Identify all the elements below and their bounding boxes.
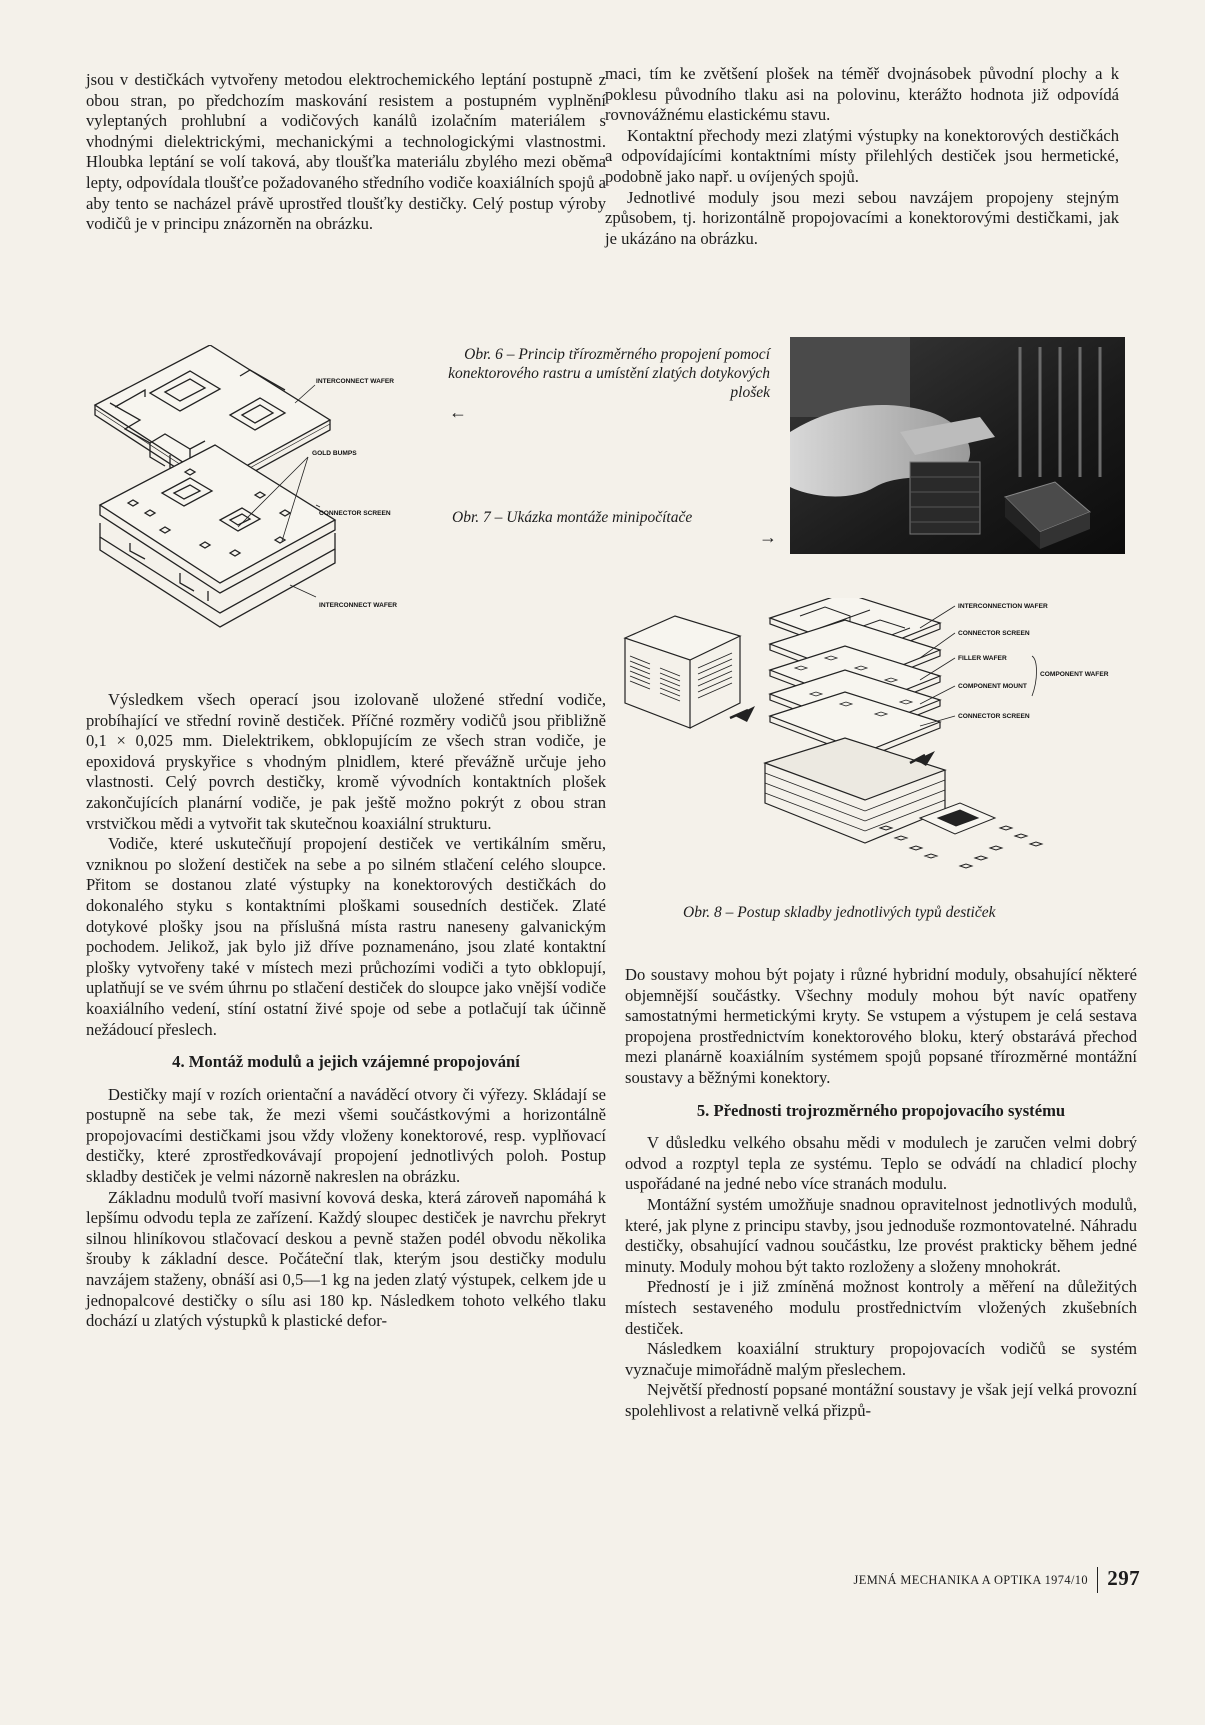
figure-6-caption-text: Obr. 6 – Princip třírozměrného propojení pomocí konektorového rastru a umístění zlatých dotykových plošek bbox=[448, 346, 770, 401]
paragraph: jsou v destičkách vytvořeny metodou elektrochemického leptání postupně z obou stran, po předchozím maskování resistem a postupném vyplnění vyleptaných prohlubní a vodičových kanálů izolačním materiálem s vhodnými dielektrickými, mechanickými a technologickými vlastnostmi. Hloubka leptání se volí taková, aby tloušťka materiálu zbylého mezi oběma lepty, odpovídala tloušťce požadovaného středního vodiče koaxiálních spojů a aby tento se nacházel právě uprostřed tloušťky destičky. Celý postup výroby vodičů je v principu znázorněn na obrázku. bbox=[86, 70, 606, 234]
paragraph: Základnu modulů tvoří masivní kovová deska, která zároveň napomáhá k lepšímu odvodu tepla ze zařízení. Každý sloupec destiček je navrchu překryt silnou hliníkovou stlačovací deskou a pevně stažen podél obvodu několika šrouby k základní desce. Počáteční tlak, kterým jsou destičky modulu navzájem staženy, obnáší asi 0,5—1 kg na jeden zlatý výstupek, celkem jde u jednopalcové destičky o sílu asi 180 kp. Následkem tohoto velkého tlaku dochází u zlatých výstupků k plastické defor- bbox=[86, 1187, 606, 1331]
label-component-wafer: COMPONENT WAFER bbox=[1040, 671, 1109, 678]
figure-8-caption: Obr. 8 – Postup skladby jednotlivých typů destiček bbox=[683, 904, 996, 921]
label-component-mount: COMPONENT MOUNT bbox=[958, 683, 1027, 690]
right-column-bottom bbox=[625, 965, 1137, 1421]
figure-7-photo bbox=[790, 337, 1125, 554]
left-column-top bbox=[86, 70, 606, 235]
paragraph: Následkem koaxiální struktury propojovacích vodičů se systém vyznačuje mimořádně malým přeslechem. bbox=[625, 1339, 1137, 1379]
label-gold-bumps: GOLD BUMPS bbox=[312, 450, 357, 457]
figure-6-caption bbox=[437, 345, 770, 422]
figure-8-module-stack-drawing bbox=[620, 598, 1120, 888]
paragraph: Vodiče, které uskutečňují propojení destiček ve vertikálním směru, vzniknou po složení destiček na sebe a po silném stlačení celého sloupce. Přitom se dostanou zlaté výstupky na konektorových destičkách do dokonalého styku s kontaktními ploškami sousedních destiček. Zlaté dotykové plošky jsou na příslušná místa rastru naneseny galvanickým pochodem. Jelikož, jak bylo již dříve poznamenáno, jsou zlaté kontaktní plošky vytvořeny také v místech mezi průchozími vodiči a tyto obklopují, uplatňují se ve svém úhrnu po stlačení destiček do sloupce jako vnější vodiče koaxiálního vedení, stíní ostatní živé spoje od sebe a potlačují tak účinně nežádoucí přeslech. bbox=[86, 834, 606, 1039]
label-interconnect-wafer-bottom: INTERCONNECT WAFER bbox=[319, 602, 398, 609]
paragraph: Výsledkem všech operací jsou izolovaně uložené střední vodiče, probíhající ve střední rovině destiček. Příčné rozměry vodičů jsou přibližně 0,1 × 0,025 mm. Dielektrikem, obklopujícím ze všech stran vodiče, je epoxidová pryskyřice s vhodným plnidlem, které převážně určuje jeho vlastnosti. Celý povrch destičky, kromě vývodních kontaktních plošek zakončujících planární vodiče, je pak ještě možno pokrýt z obou stran vrstvičkou mědi a vytvořit tak skutečnou koaxiální strukturu. bbox=[86, 690, 606, 833]
section-heading-5: 5. Přednosti trojrozměrného propojovacího systému bbox=[696, 1100, 1066, 1120]
arrow-left-icon: ← bbox=[449, 402, 467, 422]
paragraph: Do soustavy mohou být pojaty i různé hybridní moduly, obsahující některé objemnější součástky. Všechny moduly mohou být navíc opatřeny samostatnými hermetickými kryty. Se vstupem a výstupem je celá sestava propojena prostřednictvím konektorového bloku, který obstarává přechod mezi planárně koaxiálním systémem spojů popsané třírozměrné montážní soustavy a běžnými konektory. bbox=[625, 965, 1137, 1087]
label-connector-screen-top: CONNECTOR SCREEN bbox=[958, 630, 1030, 637]
figure-7-caption-text: Obr. 7 – Ukázka montáže minipočítače bbox=[452, 509, 693, 526]
figure-7-caption bbox=[452, 508, 777, 547]
page-footer bbox=[800, 1567, 1140, 1597]
footer-divider bbox=[1097, 1567, 1098, 1593]
page-number: 297 bbox=[1107, 1566, 1140, 1590]
journal-name: JEMNÁ MECHANIKA A OPTIKA 1974/10 bbox=[853, 1573, 1088, 1587]
section-heading-4: 4. Montáž modulů a jejich vzájemné propojování bbox=[172, 1052, 520, 1072]
paragraph: maci, tím ke zvětšení plošek na téměř dvojnásobek původní plochy a k poklesu původního tlaku asi na polovinu, kterážto hodnota již odpovídá rovnovážnému elastickému stavu. bbox=[605, 64, 1119, 125]
left-column-bottom bbox=[86, 690, 606, 1332]
arrow-right-icon: → bbox=[759, 527, 777, 547]
paragraph: Jednotlivé moduly jsou mezi sebou navzájem propojeny stejným způsobem, tj. horizontálně propojovacími a konektorovými destičkami, jak je ukázáno na obrázku. bbox=[605, 187, 1119, 248]
paragraph: Největší předností popsané montážní soustavy je však její velká provozní spolehlivost a relativně velká přizpů- bbox=[625, 1380, 1137, 1420]
paragraph: V důsledku velkého obsahu mědi v modulech je zaručen velmi dobrý odvod a rozptyl tepla ze systému. Teplo se odvádí na chladicí plochy uspořádané na jedné nebo více stranách modulu. bbox=[625, 1133, 1137, 1194]
figure-6-wafer-drawing bbox=[90, 345, 430, 660]
paragraph: Předností je i již zmíněná možnost kontroly a měření na důležitých místech sestaveného modulu prostřednictvím vložených zkušebních destiček. bbox=[625, 1277, 1137, 1338]
label-filler-wafer: FILLER WAFER bbox=[958, 655, 1007, 662]
label-interconnect-wafer-top: INTERCONNECT WAFER bbox=[316, 378, 395, 385]
right-column-top bbox=[605, 64, 1119, 249]
label-interconnection-wafer: INTERCONNECTION WAFER bbox=[958, 603, 1048, 610]
paragraph: Montážní systém umožňuje snadnou opravitelnost jednotlivých modulů, které, jak plyne z principu stavby, jsou jednoduše rozmontovatelné. Náhradu destičky, obsahující vadnou součástku, lze provést prakticky během jedné minuty. Moduly mohou být takto rozloženy a složeny mnohokrát. bbox=[625, 1194, 1137, 1276]
label-connector-screen-bottom: CONNECTOR SCREEN bbox=[958, 713, 1030, 720]
paragraph: Kontaktní přechody mezi zlatými výstupky na konektorových destičkách a odpovídajícími kontaktními místy přilehlých destiček jsou hermetické, podobně jako např. u ovíjených spojů. bbox=[605, 125, 1119, 186]
paragraph: Destičky mají v rozích orientační a naváděcí otvory či výřezy. Skládají se postupně na sebe tak, že mezi všemi součástkovými a horizontálně propojovacími destičkami jsou vždy vloženy konektorové, resp. vyplňovací destičky, které zprostředkovávají propojení jednotlivých poloh. Postup skladby destiček je velmi názorně nakreslen na obrázku. bbox=[86, 1084, 606, 1187]
label-connector-screen: CONNECTOR SCREEN bbox=[319, 510, 391, 517]
